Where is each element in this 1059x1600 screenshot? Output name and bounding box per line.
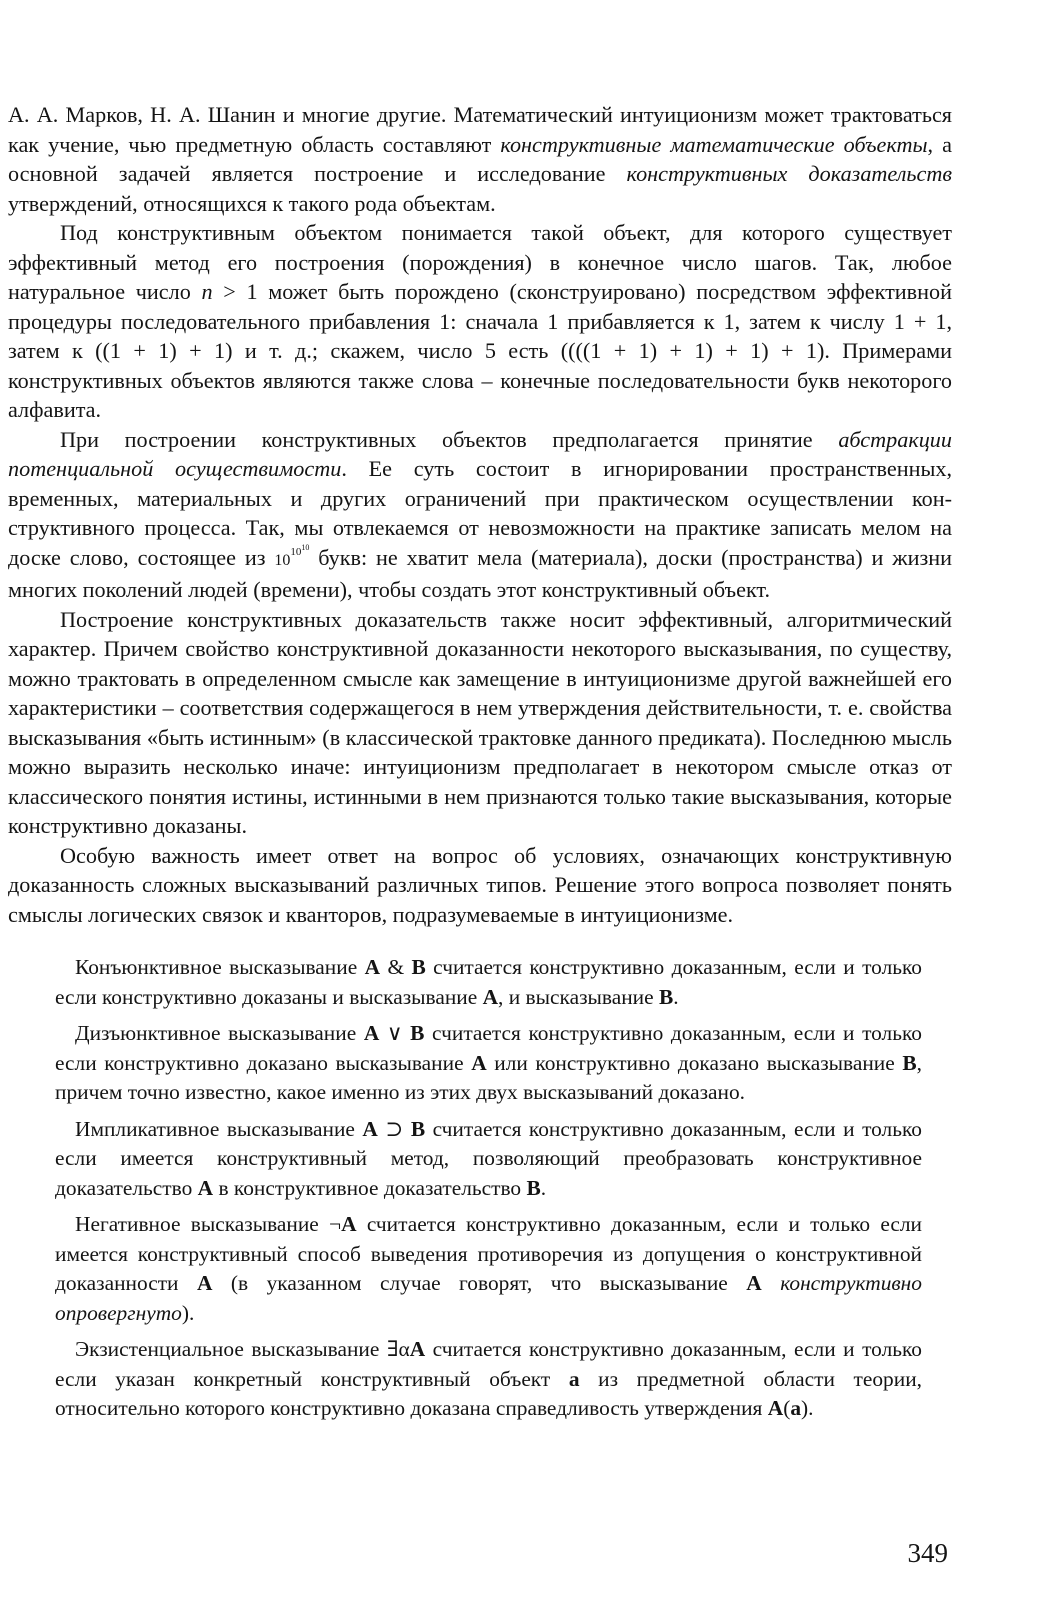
bold-formula: В: [902, 1050, 917, 1075]
page-body: [8, 100, 952, 1431]
text-segment: считается конструктивно доказанным, если и только если конструктивно доказано высказывание: [55, 1021, 922, 1075]
paragraph-2: [8, 218, 952, 425]
paragraph-5: [8, 841, 952, 930]
bold-formula: А: [197, 1175, 214, 1200]
bold-formula: А: [471, 1050, 487, 1075]
text-segment: Дизъюнктивное высказывание: [75, 1021, 364, 1045]
definition-implication: [55, 1115, 922, 1204]
text-segment: При построении конструктивных объектов предполагается принятие: [60, 426, 839, 452]
power-expression: [274, 542, 310, 569]
text-segment: считается конструктивно доказанным, если и только если конструктивно доказаны и высказывание: [55, 955, 922, 1009]
text-segment: Под конструктивным объектом понимается такой объект, для которого существует эффективный метод его построения (порождения) в конечное число шагов. Так, любое натуральное число: [8, 220, 952, 304]
text-segment: ⊃: [377, 1116, 411, 1141]
definitions-block: [8, 953, 952, 1424]
exponent-exponent: 10: [301, 542, 310, 552]
paragraph-1: [8, 100, 952, 218]
text-segment: , причем точно известно, какое именно из этих двух высказываний доказано.: [55, 1050, 922, 1104]
definition-conjunction: [55, 953, 922, 1012]
italic-term: конструктивных доказательств: [626, 161, 953, 186]
text-segment: ∨: [379, 1021, 411, 1045]
text-segment: Конъюнктивное высказывание: [75, 955, 365, 979]
text-segment: . Ее суть состоит в игнорировании пространственных, временных, материальных и других ограничений при практическом осуществлении конструктивного процесса. Так, мы отвлекаемся от невозможности на практике записать мелом на доске слово, состоящее из: [8, 456, 952, 570]
text-segment: Экзистенциальное высказывание ∃α: [75, 1337, 410, 1361]
text-segment: ).: [181, 1300, 195, 1325]
bold-formula: В: [526, 1175, 541, 1200]
text-segment: Особую важность имеет ответ на вопрос об условиях, означающих конструктивную доказанность сложных высказываний различных типов. Решение этого вопроса позволяет понять смыслы логических связок и кванторов, подразумеваемые в интуиционизме.: [8, 842, 952, 927]
text-segment: &: [380, 955, 412, 979]
paragraph-3: [8, 425, 952, 605]
text-segment: Негативное высказывание ¬: [75, 1212, 342, 1236]
text-segment: > 1 может быть порождено (сконструировано) посредством эффективной процедуры последовательного прибавления 1: сначала 1 прибавляется к 1, затем к числу 1 + 1, затем к ((1 + 1) + 1) и т. д.; скажем, число 5 есть ((((1 + 1) + 1) + 1) + 1). Примерами конструктивных объектов являются также слова – конечные последовательности букв некоторого алфавита.: [8, 279, 952, 422]
italic-term: абстракции потенциальной осуществимости: [8, 426, 952, 481]
text-segment: считается конструктивно доказанным, если и только если имеется конструктивный способ выведения противоречия из допущения о конструктивной доказанности: [55, 1212, 922, 1295]
text-segment: ).: [801, 1396, 814, 1420]
page-number: 349: [907, 1538, 948, 1568]
bold-formula: А: [409, 1337, 426, 1361]
text-segment: Построение конструктивных доказательств также носит эффективный, алгоритмический характер. Причем свойство конструктивной доказанности некоторого высказывания, по существу, можно трактовать в определенном смысле как замещение в интуиционизме другой важнейшей его характеристики – соответствия содержащегося в нем утверждения действительности, т. е. свойства высказывания «быть истинным» (в классической трактовке данного предиката). Последнюю мысль можно выразить несколько иначе: интуиционизм предполагает в некотором смысле отказ от классического понятия истины, истинными в нем признаются только такие высказывания, которые конструктивно доказаны.: [8, 606, 952, 838]
bold-formula: А: [196, 1271, 213, 1295]
bold-formula: В: [411, 955, 426, 979]
bold-formula: А: [364, 955, 381, 979]
bold-formula: В: [410, 1116, 426, 1141]
bold-formula: А: [363, 1021, 380, 1045]
text-segment: (в указанном случае говорят, что высказывание: [212, 1271, 747, 1295]
text-segment: букв: не хватит мела (материала), доски (пространства) и жизни многих поколений людей (времени), чтобы создать этот конструктивный объект.: [8, 544, 952, 602]
italic-term: конструктивные математические объекты: [500, 131, 928, 157]
text-segment: , и высказывание: [498, 984, 659, 1009]
text-segment: или конструктивно доказано высказывание: [486, 1050, 903, 1075]
main-text: [8, 100, 952, 929]
paragraph-4: [8, 605, 952, 841]
bold-formula: В: [658, 984, 674, 1009]
text-segment: считается конструктивно доказанным, если и только если указан конкретный конструктивный объект: [55, 1337, 922, 1391]
text-segment: .: [540, 1175, 547, 1200]
bold-formula: а: [790, 1396, 802, 1420]
text-segment: [762, 1271, 780, 1295]
definition-disjunction: [55, 1019, 922, 1108]
definition-negation: [55, 1210, 922, 1328]
power-base: 10: [274, 551, 291, 569]
text-segment: в конструктивное доказательство: [213, 1175, 527, 1200]
bold-formula: А: [746, 1271, 762, 1295]
bold-formula: А: [362, 1116, 378, 1141]
bold-formula: А: [767, 1396, 784, 1420]
text-segment: считается конструктивно доказанным, если и только если имеется конструктивный метод, позволяющий преобразовать конструктивное доказательство: [55, 1116, 922, 1200]
exponent-base: 10: [290, 545, 302, 558]
text-segment: Импликативное высказывание: [75, 1116, 363, 1141]
text-segment: .: [673, 984, 679, 1009]
text-segment: А. А. Марков, Н. А. Шанин и многие другие. Математический интуиционизм может трактоваться как учение, чью предметную область составляют: [8, 102, 952, 157]
text-segment: из предметной области теории, относительно которого конструктивно доказана справедливость утверждения: [55, 1366, 922, 1420]
text-segment: утверждений, относящихся к такого рода объектам.: [8, 190, 496, 216]
text-segment: , а основной задачей является построение и исследование: [8, 131, 952, 186]
bold-formula: В: [410, 1021, 425, 1045]
italic-term: конструктивно опровергнуто: [55, 1271, 922, 1325]
definition-existential: [55, 1335, 922, 1424]
bold-formula: А: [482, 984, 499, 1009]
bold-formula: а: [568, 1366, 580, 1391]
bold-formula: А: [341, 1212, 357, 1236]
italic-variable: n: [201, 279, 213, 304]
power-exponent: [290, 542, 310, 558]
text-segment: (: [783, 1396, 791, 1420]
